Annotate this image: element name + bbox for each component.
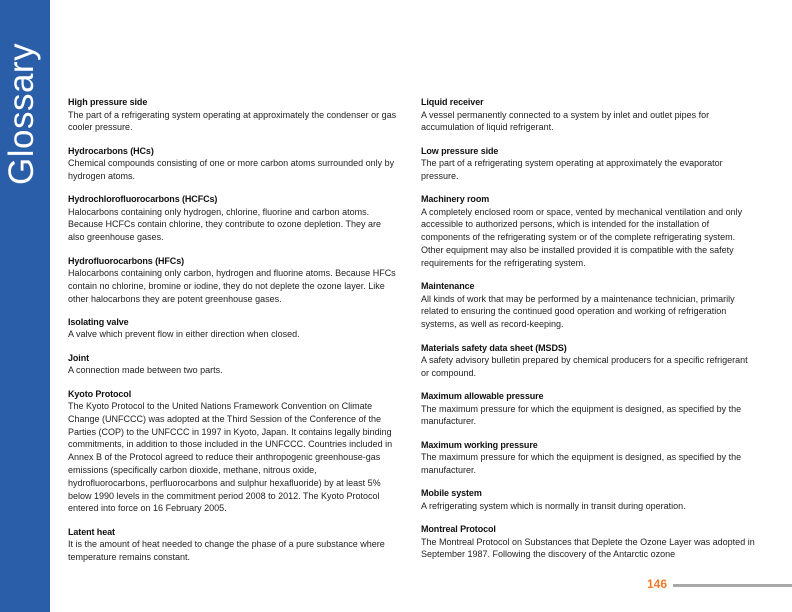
page-number: 146 [647,577,668,591]
sidebar-title: Glossary [2,42,41,185]
glossary-definition: A vessel permanently connected to a system by inlet and outlet pipes for accumulation of liquid refrigerant. [421,109,710,133]
glossary-definition: It is the amount of heat needed to change the phase of a pure substance where temperature remains constant. [68,539,385,563]
glossary-term: Hydrochlorofluorocarbons (HCFCs) [68,194,218,205]
glossary-definition: A refrigerating system which is normally in transit during operation. [421,500,686,511]
glossary-term: Hydrocarbons (HCs) [68,145,154,156]
glossary-entry [68,316,398,341]
glossary-term: Liquid receiver [421,97,484,107]
glossary-definition: A valve which prevent flow in either direction when closed. [68,329,300,340]
glossary-term: Materials safety data sheet (MSDS) [421,342,567,353]
glossary-entry [421,280,756,331]
glossary-term: Hydrofluorocarbons (HFCs) [68,255,185,266]
left-column [68,96,398,574]
glossary-definition: A completely enclosed room or space, vented by mechanical ventilation and only accessible to authorized persons, which is intended for the installation of components of the refrigerating system or of the complete refrigerating system. Other equipment may also be installed provided it is compatible with the safety requirements for the refrigerating system. [421,206,743,268]
glossary-entry [421,390,756,428]
glossary-term: Latent heat [68,526,115,537]
glossary-definition: Halocarbons containing only carbon, hydrogen and fluorine atoms. Because HFCs contain no chlorine, bromine or iodine, they do not deplete the ozone layer. Like other halocarbons they are potent greenhouse gases. [68,268,396,304]
glossary-definition: The Kyoto Protocol to the United Nations Framework Convention on Climate Change (UNFCCC) was adopted at the Third Session of the Conference of the Parties (COP) to the UNFCCC in 1997 in Kyoto, Japan. It contains legally binding commitments, in addition to those included in the UNFCCC. Countries included in Annex B of the Protocol agreed to reduce their anthropogenic greenhouse-gas emissions (specifically carbon dioxide, methane, nitrous oxide, hydrofluorocarbons, perfluorocarbons and sulphur hexafluoride) by at least 5% below 1990 levels in the commitment period 2008 to 2012. The Kyoto Protocol entered into force on 16 February 2005. [68,401,393,514]
glossary-definition: The part of a refrigerating system operating at approximately the condenser or gas cooler pressure. [68,109,397,133]
glossary-definition: A safety advisory bulletin prepared by chemical producers for a specific refrigerant or compound. [421,355,748,378]
glossary-definition: The maximum pressure for which the equipment is designed, as specified by the manufacturer. [421,403,742,427]
glossary-entry [68,526,398,564]
glossary-term: Maximum allowable pressure [421,391,544,402]
glossary-definition: The part of a refrigerating system operating at approximately the evaporator pressure. [421,158,723,181]
glossary-definition: Chemical compounds consisting of one or more carbon atoms surrounded only by hydrogen atoms. [68,158,395,181]
glossary-entry [421,523,756,561]
glossary-definition: Halocarbons containing only hydrogen, chlorine, fluorine and carbon atoms. Because HCFCs contain chlorine, they contribute to ozone depletion. They are also greenhouse gases. [68,206,382,243]
glossary-entry [68,145,398,183]
glossary-definition: The maximum pressure for which the equipment is designed, as specified by the manufacturer. [421,452,742,476]
glossary-entry [68,96,398,134]
glossary-entry [421,193,756,269]
glossary-entry [421,439,756,477]
glossary-term: High pressure side [68,97,148,107]
glossary-entry [421,342,756,380]
glossary-term: Maintenance [421,281,475,292]
glossary-definition: The Montreal Protocol on Substances that Deplete the Ozone Layer was adopted in September 1987. Following the discovery of the Antarctic ozone [421,536,755,560]
glossary-entry [68,193,398,244]
glossary-term: Kyoto Protocol [68,388,132,399]
glossary-entry [421,487,756,512]
right-column [421,96,756,572]
glossary-entry [421,96,756,134]
glossary-entry [421,145,756,183]
glossary-definition: A connection made between two parts. [68,365,223,376]
glossary-entry [68,352,398,377]
glossary-entry [68,388,398,516]
glossary-definition: All kinds of work that may be performed by a maintenance technician, primarily related to ensuring the continued good operation and working of refrigeration systems, as well as record-keeping. [421,293,735,330]
glossary-term: Montreal Protocol [421,524,496,535]
footer-rule [673,584,792,587]
glossary-term: Maximum working pressure [421,439,538,450]
glossary-term: Mobile system [421,488,482,499]
glossary-entry [68,255,398,306]
glossary-term: Low pressure side [421,145,499,156]
glossary-term: Isolating valve [68,316,129,327]
glossary-term: Joint [68,352,89,363]
glossary-term: Machinery room [421,194,490,205]
glossary-sidebar [0,0,50,612]
